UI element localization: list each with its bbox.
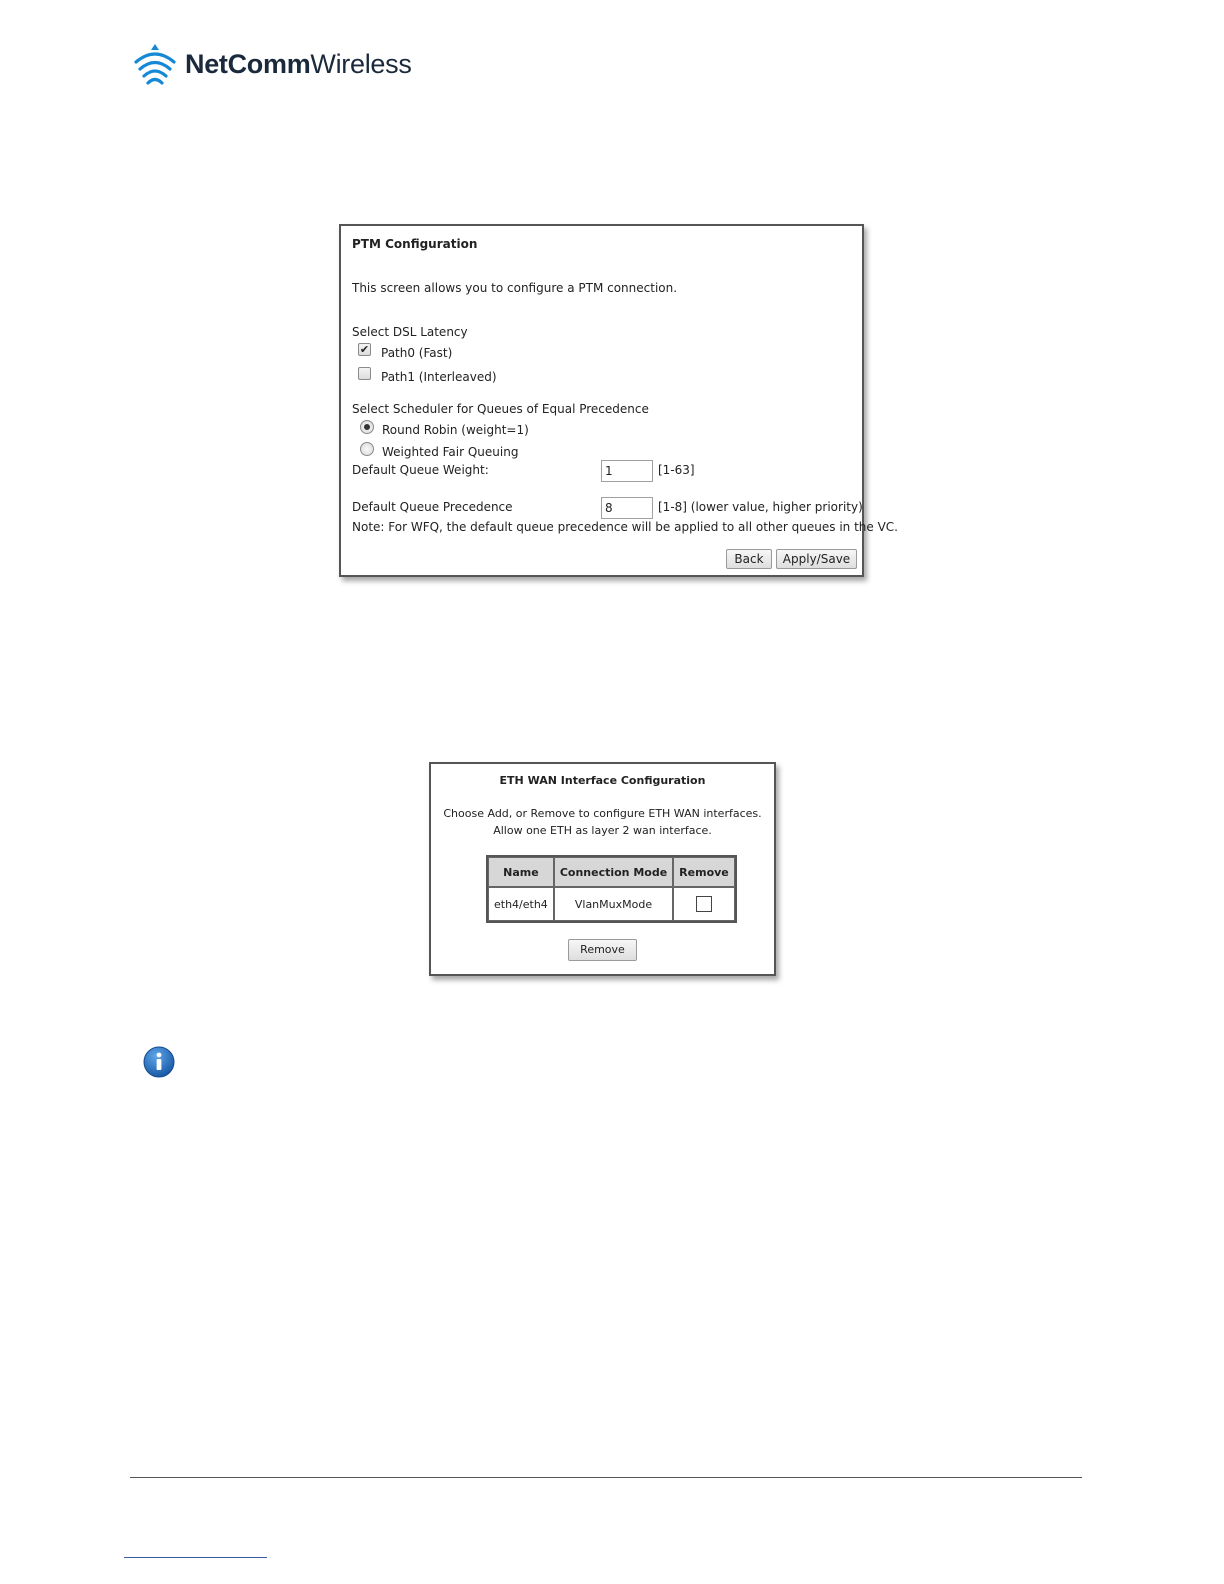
eth-instructions-line2: Allow one ETH as layer 2 wan interface. — [493, 824, 712, 837]
queue-precedence-input[interactable] — [601, 497, 653, 519]
queue-weight-label: Default Queue Weight: — [352, 463, 489, 477]
queue-weight-range: [1-63] — [658, 463, 695, 477]
eth-interface-table — [486, 855, 737, 923]
back-button[interactable]: Back — [726, 549, 772, 569]
queue-precedence-label: Default Queue Precedence — [352, 500, 513, 514]
ptm-configuration-panel — [339, 224, 898, 577]
ptm-title: PTM Configuration — [352, 237, 478, 251]
column-header-name: Name — [488, 857, 554, 887]
eth-wan-configuration-panel — [429, 762, 776, 976]
remove-button[interactable]: Remove — [568, 939, 637, 961]
weighted-fair-queuing-radio[interactable] — [360, 442, 374, 456]
eth-instructions-line1: Choose Add, or Remove to configure ETH WAN interfaces. — [443, 807, 762, 820]
netcomm-logo — [133, 40, 412, 88]
queue-precedence-range: [1-8] (lower value, higher priority) — [658, 500, 863, 514]
footer-link-underline[interactable] — [124, 1557, 267, 1558]
remove-cell — [673, 887, 735, 921]
column-header-remove: Remove — [673, 857, 735, 887]
brand-name-bold: NetComm — [185, 48, 311, 79]
round-robin-label: Round Robin (weight=1) — [382, 423, 529, 437]
path1-checkbox[interactable] — [358, 367, 371, 380]
queue-weight-input[interactable] — [601, 460, 653, 482]
scheduler-heading: Select Scheduler for Queues of Equal Precedence — [352, 402, 649, 416]
brand-name — [185, 49, 412, 80]
column-header-connection-mode: Connection Mode — [554, 857, 673, 887]
ptm-description: This screen allows you to configure a PTM connection. — [352, 281, 678, 295]
path0-label: Path0 (Fast) — [381, 346, 453, 360]
remove-row-checkbox[interactable] — [696, 896, 712, 912]
path1-label: Path1 (Interleaved) — [381, 370, 497, 384]
weighted-fair-queuing-label: Weighted Fair Queuing — [382, 445, 519, 459]
interface-name-cell: eth4/eth4 — [488, 887, 554, 921]
path0-checkbox[interactable]: ✔ — [359, 343, 370, 356]
connection-mode-cell: VlanMuxMode — [554, 887, 673, 921]
brand-name-light: Wireless — [310, 48, 412, 79]
footer-divider — [130, 1477, 1082, 1478]
wfq-note: Note: For WFQ, the default queue precedence will be applied to all other queues in the VC. — [352, 520, 898, 534]
round-robin-radio[interactable] — [360, 420, 374, 434]
wifi-logo-icon — [133, 42, 177, 86]
table-header-row — [488, 857, 735, 887]
table-row — [488, 887, 735, 921]
dsl-latency-heading: Select DSL Latency — [352, 325, 468, 339]
eth-title: ETH WAN Interface Configuration — [499, 774, 706, 787]
info-icon — [143, 1046, 175, 1078]
apply-save-button[interactable]: Apply/Save — [776, 549, 857, 569]
